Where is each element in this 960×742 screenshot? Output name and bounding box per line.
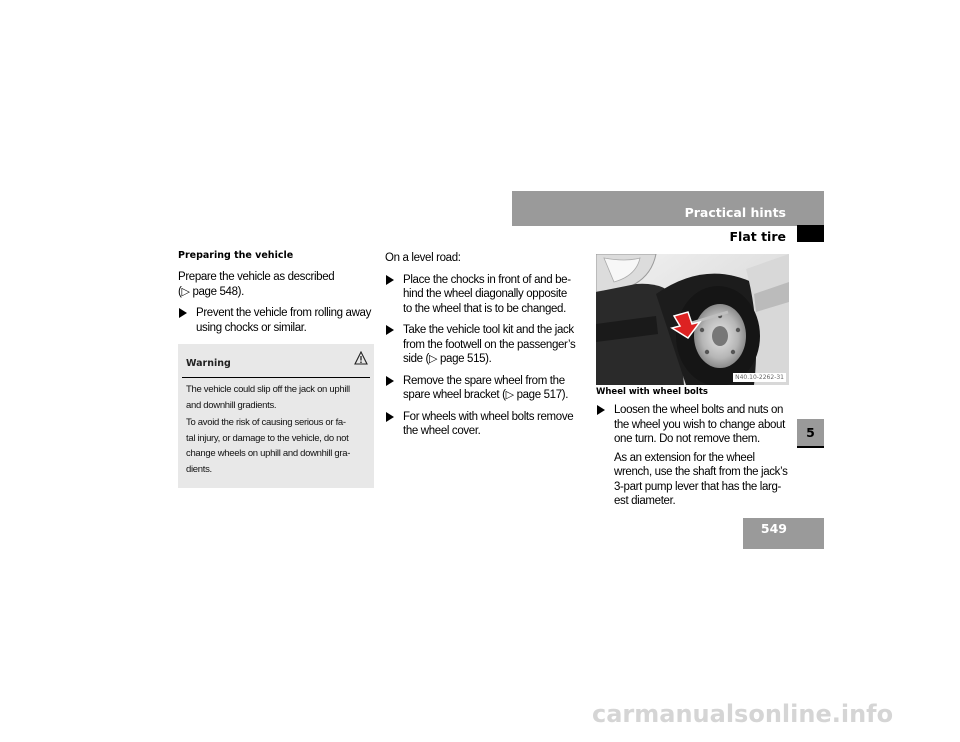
page-reference-arrow-icon: ▷ bbox=[505, 389, 514, 401]
section-heading: Preparing the vehicle bbox=[178, 250, 294, 261]
page-reference-link[interactable]: page 517). bbox=[516, 389, 569, 401]
watermark: carmanualsonline.info bbox=[592, 700, 894, 728]
warning-line: dients. bbox=[186, 463, 212, 475]
bullet-line: Take the vehicle tool kit and the jack bbox=[403, 324, 574, 336]
bullet-arrow-icon bbox=[386, 325, 394, 335]
bullet-item bbox=[178, 306, 378, 335]
paragraph-line: est diameter. bbox=[614, 495, 676, 507]
warning-line: tal injury, or damage to the vehicle, do not bbox=[186, 432, 349, 444]
ref-prefix: ( bbox=[178, 285, 182, 298]
paragraph-line: wrench, use the shaft from the jack’s bbox=[614, 466, 788, 478]
page-number-box bbox=[743, 518, 824, 549]
section-subtitle: Flat tire bbox=[729, 229, 786, 244]
bullet-line: hind the wheel diagonally opposite bbox=[403, 288, 567, 300]
paragraph-line: As an extension for the wheel bbox=[614, 451, 755, 464]
page-reference-arrow-icon: ▷ bbox=[181, 285, 190, 298]
warning-line: change wheels on uphill and downhill gra- bbox=[186, 448, 351, 460]
bullet-arrow-icon bbox=[386, 376, 394, 386]
chapter-tab bbox=[797, 419, 824, 446]
ref-prefix: spare wheel bracket ( bbox=[403, 389, 506, 401]
photo-code: N40.10-2262-31 bbox=[735, 374, 784, 381]
intro-line: Prepare the vehicle as described bbox=[178, 271, 335, 283]
wheel-photo bbox=[596, 254, 789, 385]
intro-line-ref bbox=[178, 285, 378, 300]
photo-caption: Wheel with wheel bolts bbox=[596, 387, 708, 397]
warning-text bbox=[186, 382, 370, 478]
page-reference-link[interactable]: page 515). bbox=[440, 353, 492, 365]
bullet-item bbox=[385, 410, 582, 439]
column-1 bbox=[178, 249, 378, 488]
section-header-band bbox=[512, 191, 824, 226]
subtitle-marker bbox=[797, 225, 824, 242]
bullet-line: from the footwell on the passenger’s bbox=[403, 338, 576, 351]
warning-divider bbox=[182, 377, 370, 378]
column-3 bbox=[596, 403, 792, 509]
page-number: 549 bbox=[760, 521, 787, 536]
intro-paragraph bbox=[178, 270, 378, 299]
bullet-item bbox=[385, 374, 582, 403]
warning-line: The vehicle could slip off the jack on uphill bbox=[186, 384, 350, 395]
paragraph-line: 3-part pump lever that has the larg- bbox=[614, 480, 782, 493]
warning-triangle-icon bbox=[354, 351, 368, 370]
section-title: Practical hints bbox=[684, 205, 786, 220]
page-reference-link[interactable]: page 548). bbox=[192, 285, 244, 298]
bullet-line: Place the chocks in front of and be- bbox=[403, 273, 571, 286]
warning-title: Warning bbox=[186, 358, 231, 369]
warning-line: and downhill gradients. bbox=[186, 399, 277, 411]
ref-prefix: side ( bbox=[403, 353, 430, 365]
chapter-number: 5 bbox=[806, 425, 815, 440]
bullet-line-ref bbox=[403, 352, 582, 367]
bullet-line: one turn. Do not remove them. bbox=[614, 433, 760, 445]
bullet-line: using chocks or similar. bbox=[196, 321, 307, 334]
bullet-line: Remove the spare wheel from the bbox=[403, 374, 565, 387]
chapter-underline bbox=[797, 446, 824, 448]
bullet-arrow-icon bbox=[386, 412, 394, 422]
bullet-item bbox=[596, 403, 792, 447]
warning-box bbox=[178, 344, 374, 488]
bullet-line-ref bbox=[403, 388, 582, 403]
bullet-line: Prevent the vehicle from rolling away bbox=[196, 307, 371, 319]
level-road-intro: On a level road: bbox=[385, 252, 461, 264]
warning-line: To avoid the risk of causing serious or fa- bbox=[186, 417, 346, 429]
bullet-arrow-icon bbox=[179, 308, 187, 318]
bullet-line: to the wheel that is to be changed. bbox=[403, 302, 566, 315]
bullet-line: For wheels with wheel bolts remove bbox=[403, 410, 574, 423]
bullet-item bbox=[385, 273, 582, 317]
column-2 bbox=[385, 251, 582, 439]
bullet-item bbox=[385, 323, 582, 367]
extension-paragraph bbox=[596, 451, 792, 509]
bullet-arrow-icon bbox=[597, 405, 605, 415]
bullet-line: the wheel cover. bbox=[403, 425, 481, 437]
page-reference-arrow-icon: ▷ bbox=[429, 353, 438, 365]
bullet-line: Loosen the wheel bolts and nuts on bbox=[614, 404, 784, 416]
bullet-line: the wheel you wish to change about bbox=[614, 418, 785, 431]
bullet-arrow-icon bbox=[386, 275, 394, 285]
